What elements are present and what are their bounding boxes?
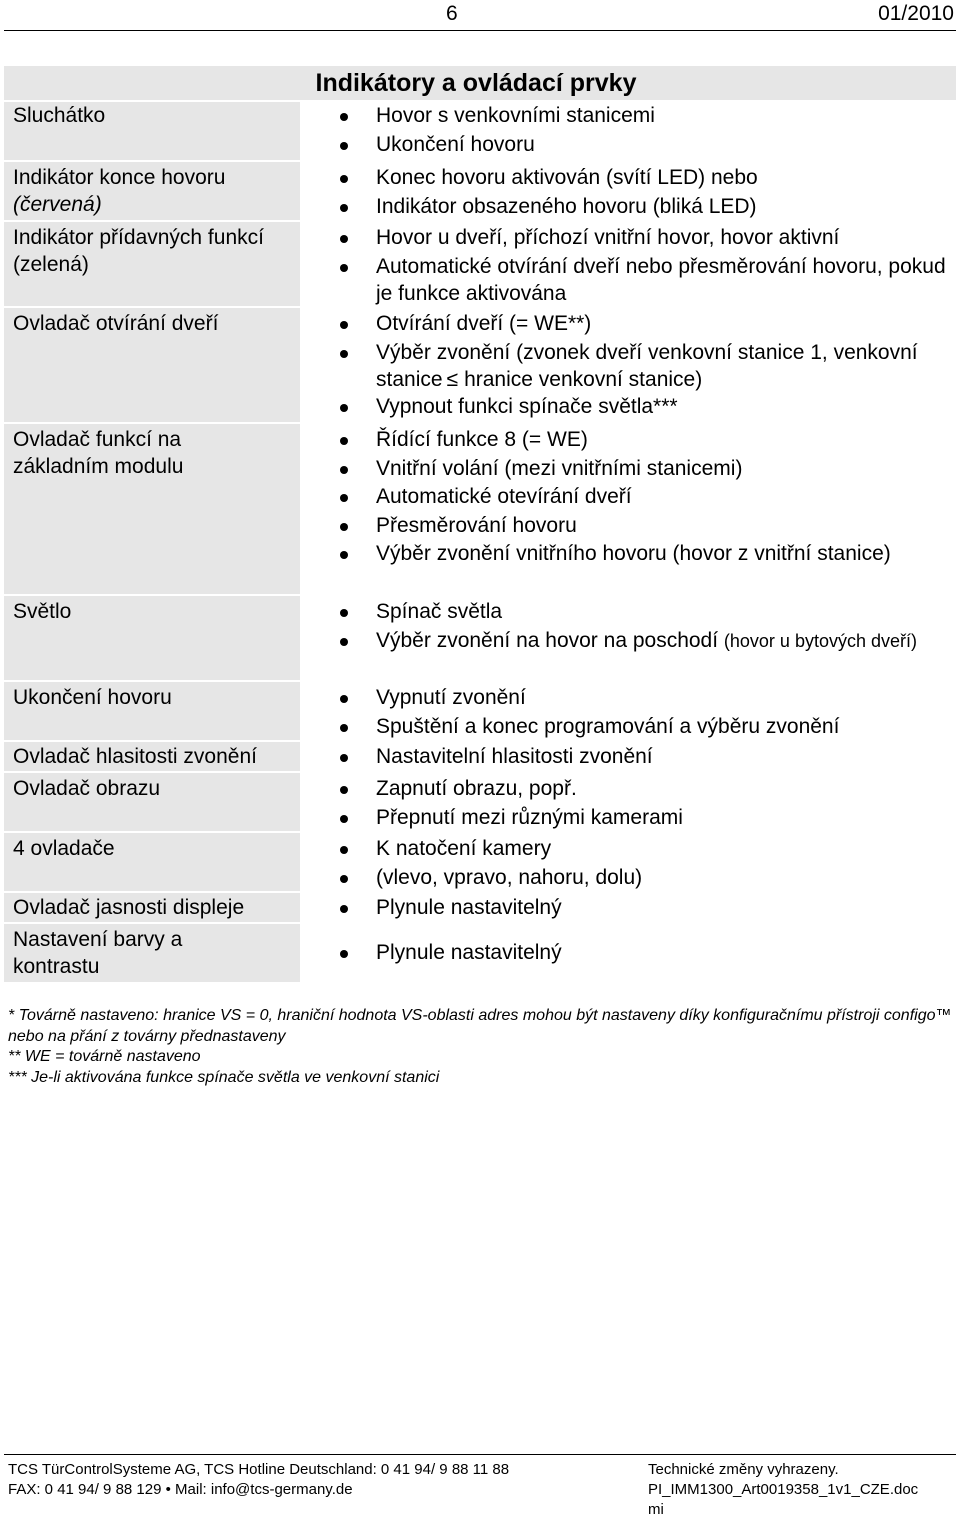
list-item: Automatické otevírání dveří [300,483,956,512]
row-label: Ovladač otvírání dveří [4,308,300,422]
document-date: 01/2010 [878,2,954,25]
row-label: Ovladač hlasitosti zvonění [4,742,300,771]
table-row [4,893,956,924]
table-row [4,773,956,833]
list-item: Otvírání dveří (= WE**) [300,310,956,339]
header-rule [4,30,956,31]
list-item: Nastavitelní hlasitosti zvonění [300,743,956,772]
footer-doc-info [648,1460,948,1520]
list-item: Konec hovoru aktivován (svítí LED) nebo [300,164,956,193]
row-label: Ovladač funkcí na základním modulu [4,424,300,594]
row-label: Sluchátko [4,102,300,160]
list-item: Výběr zvonění vnitřního hovoru (hovor z vnitřní stanice) [300,540,956,567]
list-item: Zapnutí obrazu, popř. [300,775,956,804]
footer-disclaimer: Technické změny vyhrazeny. [648,1461,839,1478]
list-item-text: Výběr zvonění (zvonek dveří venkovní stanice 1, venkovní stanice [376,340,918,391]
row-items [300,893,956,922]
footnotes [8,1006,952,1088]
table-row [4,424,956,596]
row-items [300,424,956,594]
page-header [0,0,960,32]
row-label: Indikátor přídavných funkcí (zelená) [4,222,300,306]
list-item: Řídící funkce 8 (= WE) [300,426,956,455]
list-item-text-suffix: (hovor u bytových dveří) [723,630,917,651]
list-item: Vypnutí zvonění [300,684,956,713]
table-row [4,742,956,773]
row-label: Nastavení barvy a kontrastu [4,924,300,982]
list-item: Hovor u dveří, příchozí vnitřní hovor, hovor aktivní [300,224,956,253]
footer-contact [8,1460,509,1500]
row-items [300,682,956,740]
list-item: Spuštění a konec programování a výběru zvonění [300,713,956,742]
list-item: Ukončení hovoru [300,131,956,160]
row-items [300,162,956,220]
list-item: Hovor s venkovními stanicemi [300,102,956,131]
indicators-table [4,66,956,982]
list-item: Přesměrování hovoru [300,512,956,541]
row-label [4,162,300,220]
table-row [4,222,956,308]
table-title-row [4,66,956,102]
table-row [4,833,956,893]
list-item [300,339,956,393]
table-title: Indikátory a ovládací prvky [315,68,637,97]
row-label-sub: (červená) [13,193,102,216]
row-items [300,222,956,306]
row-items [300,833,956,891]
row-label: Ovladač jasnosti displeje [4,893,300,922]
list-item: (vlevo, vpravo, nahoru, dolu) [300,864,956,893]
row-items [300,773,956,831]
footnote: * Továrně nastaveno: hranice VS = 0, hraniční hodnota VS-oblasti adres mohou být nastaveny díky konfiguračnímu přístroji configo™ nebo na přání z továrny přednastaveny [8,1007,952,1045]
row-items [300,308,956,422]
footer-fax-mail: FAX: 0 41 94/ 9 88 129 • Mail: info@tcs-germany.de [8,1481,353,1498]
row-label: Ukončení hovoru [4,682,300,740]
list-item: Automatické otvírání dveří nebo přesměrování hovoru, pokud je funkce aktivována [300,253,956,307]
footer-hotline: TCS TürControlSysteme AG, TCS Hotline Deutschland: 0 41 94/ 9 88 11 88 [8,1461,510,1478]
footer-initials: mi [648,1501,664,1518]
footnote: *** Je-li aktivována funkce spínače světla ve venkovní stanici [8,1068,440,1086]
list-item: K natočení kamery [300,835,956,864]
list-item-text: Výběr zvonění na hovor na poschodí [376,628,719,652]
table-row [4,682,956,742]
table-row [4,162,956,222]
table-row [4,924,956,982]
list-item: Spínač světla [300,598,956,627]
row-label: Světlo [4,596,300,680]
row-items [300,596,956,680]
list-item: Plynule nastavitelný [300,894,956,923]
list-item: Plynule nastavitelný [300,939,956,968]
row-label: 4 ovladače [4,833,300,891]
less-or-equal-icon: ≤ [446,367,459,391]
row-items [300,102,956,160]
list-item: Indikátor obsazeného hovoru (bliká LED) [300,193,956,222]
row-label: Ovladač obrazu [4,773,300,831]
row-items [300,742,956,771]
list-item [300,627,956,655]
footer-filename: PI_IMM1300_Art0019358_1v1_CZE.doc [648,1481,919,1498]
table-row [4,102,956,162]
table-row [4,308,956,424]
row-label-main: Indikátor konce hovoru [13,166,226,189]
table-row [4,596,956,682]
row-items [300,924,956,982]
footer-rule [4,1454,956,1455]
list-item-text-suffix: hranice venkovní stanice) [464,367,703,391]
list-item: Přepnutí mezi různými kamerami [300,804,956,833]
list-item: Vnitřní volání (mezi vnitřními stanicemi) [300,455,956,484]
footnote: ** WE = továrně nastaveno [8,1048,201,1065]
page-number: 6 [446,2,458,25]
list-item: Vypnout funkci spínače světla*** [300,393,956,422]
